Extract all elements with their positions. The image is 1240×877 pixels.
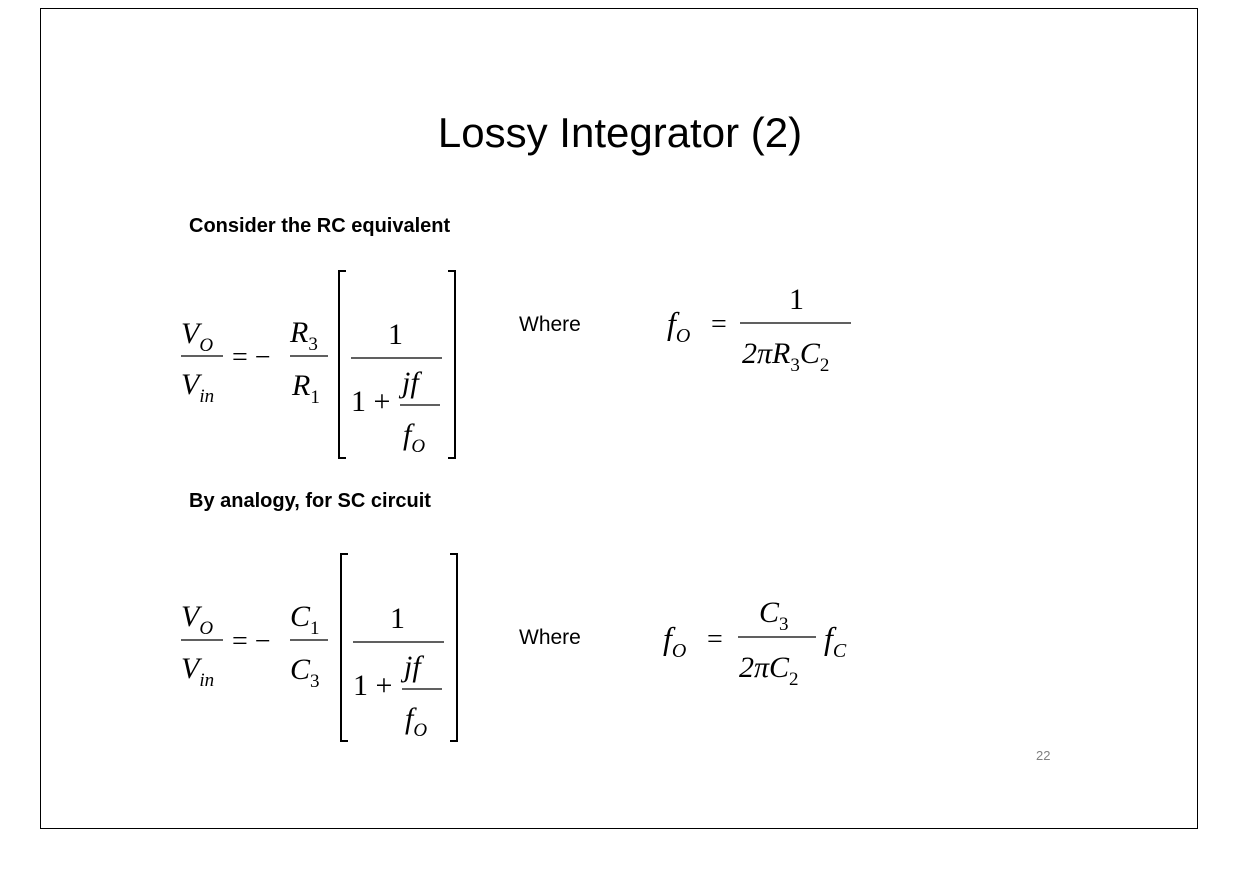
sc-equals-minus: = − <box>232 626 271 657</box>
rc-gain-den: $R_1$ <box>292 369 320 408</box>
sc-unity-num: 1 <box>390 602 405 635</box>
slide-title: Lossy Integrator (2) <box>437 109 803 156</box>
rc-heading: Consider the RC equivalent <box>189 215 451 237</box>
rc-unity-num: 1 <box>388 318 403 351</box>
rc-lhs-num: $V_O$ <box>181 317 214 356</box>
rc-jf: jf <box>402 366 419 399</box>
rc-corner-equals: = <box>711 309 727 340</box>
rc-fo: $f_O$ <box>403 418 426 457</box>
sc-heading: By analogy, for SC circuit <box>189 490 431 512</box>
sc-left-bracket <box>341 554 348 741</box>
sc-jf: jf <box>404 650 421 683</box>
sc-gain-num: $C_1$ <box>290 600 320 639</box>
slide <box>40 8 1198 829</box>
sc-corner-tail: $f_C$ <box>824 620 847 662</box>
sc-right-bracket <box>450 554 457 741</box>
rc-equals-minus: = − <box>232 342 271 373</box>
sc-corner-den: $2\pi C_2$ <box>739 651 799 690</box>
sc-gain-den: $C_3$ <box>290 653 320 692</box>
rc-corner-lhs: $f_O$ <box>667 305 691 347</box>
page-number: 22 <box>1036 748 1051 763</box>
rc-lhs-den: $V_{in}$ <box>181 368 215 407</box>
sc-corner-lhs: $f_O$ <box>663 620 687 662</box>
sc-lhs-den: $V_{in}$ <box>181 652 215 691</box>
rc-corner-den: $2\pi R_3C_2$ <box>742 337 830 376</box>
sc-corner-num: $C_3$ <box>759 596 789 635</box>
sc-fo: $f_O$ <box>405 702 428 741</box>
sc-lhs-num: $V_O$ <box>181 600 214 639</box>
sc-where-label: Where <box>519 626 581 649</box>
sc-one-plus: 1 + <box>353 669 393 702</box>
rc-where-label: Where <box>519 313 581 336</box>
sc-corner-equals: = <box>707 624 723 655</box>
sc-transfer-equation <box>41 9 1199 830</box>
rc-one-plus: 1 + <box>351 385 391 418</box>
rc-corner-num: 1 <box>789 283 804 316</box>
rc-gain-num: $R_3$ <box>290 316 318 355</box>
